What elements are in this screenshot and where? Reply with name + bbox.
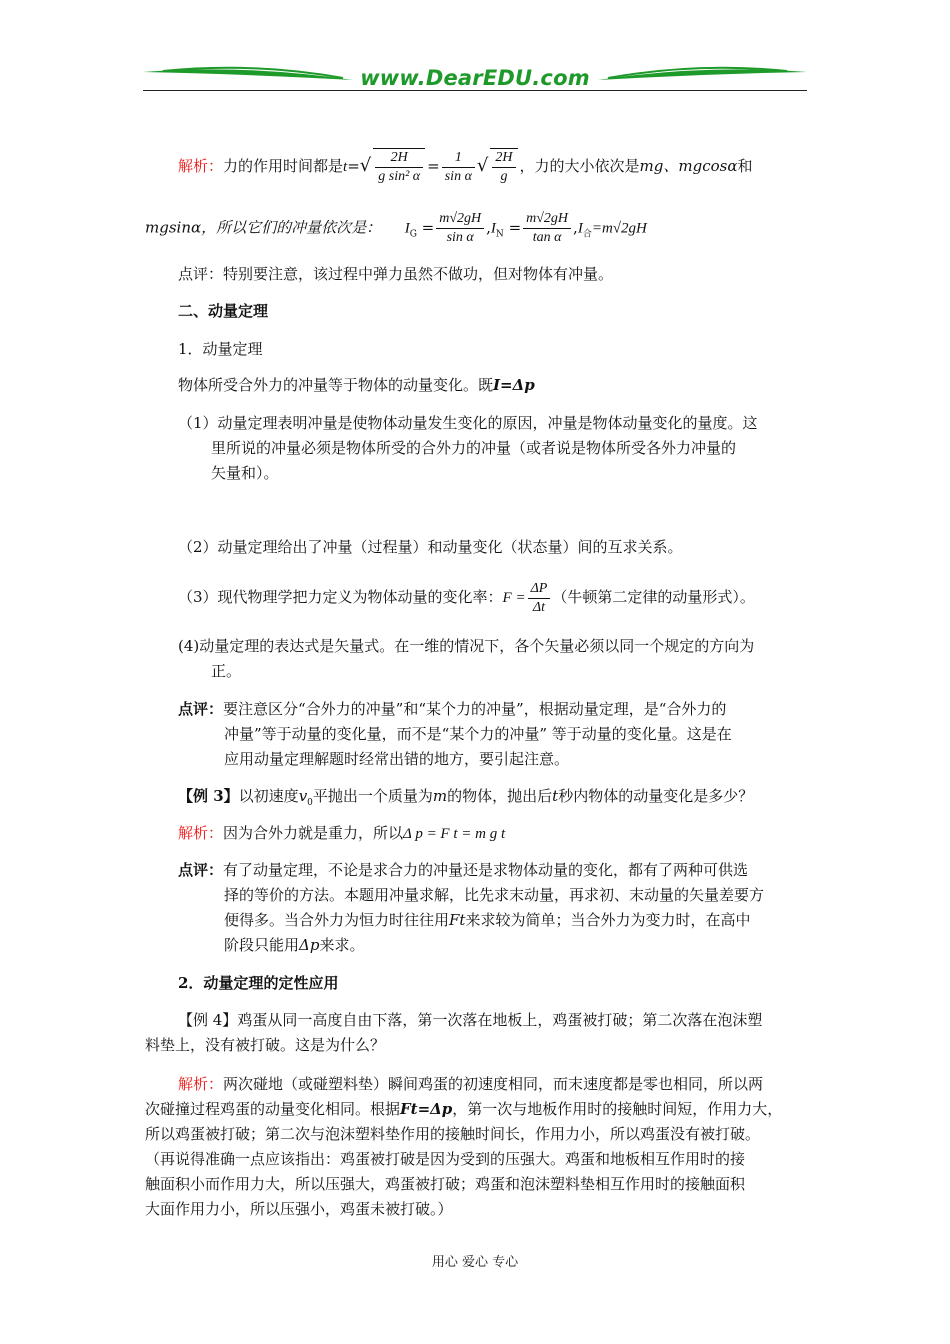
F-fraction: $\frac{\Delta P}{\Delta t}$ xyxy=(528,580,551,617)
definition: 物体所受合外力的冲量等于物体的动量变化。既I=Δp xyxy=(178,376,535,394)
comment-1: 点评：特别要注意，该过程中弹力虽然不做功，但对物体有冲量。 xyxy=(178,265,614,283)
text-after: ，力的大小依次是 xyxy=(519,157,640,175)
I-net: =m√2gH xyxy=(591,220,647,237)
impulse-list: mgsinα，所以它们的冲量依次是： $I_G$ = $\frac{m√2gH}{\text{sin α}}$ $,I_N$ = $\frac{m√2gH}{\text{tan α}}$ $,I_合=m√2gH$ xyxy=(145,211,647,245)
var-t: t xyxy=(343,159,348,175)
subsection-1: 1．动量定理 xyxy=(178,340,263,358)
text: 力的作用时间都是 xyxy=(223,157,344,175)
forces: mg、mgcosα xyxy=(639,157,738,175)
item-4: (4)动量定理的表达式是矢量式。在一维的情况下，各个矢量必须以同一个规定的方向为 正。 xyxy=(178,637,755,680)
fraction-2H-g: $\frac{2H}{g}$ xyxy=(490,148,517,186)
item-3: （3）现代物理学把力定义为物体动量的变化率：F = $\frac{\Delta P}{\Delta t}$ （牛顿第二定律的动量形式）。 xyxy=(178,580,755,615)
site-name: www.DearEDU.com xyxy=(360,66,590,90)
solution-4: 解析：两次碰地（或碰塑料垫）瞬间鸡蛋的初速度相同，而末速度都是零也相同，所以两 次碰撞过程鸡蛋的动量变化相同。根据Ft=Δp，第一次与地板作用时的接触时间短，作用力大， 所以鸡蛋被打破；第二次与泡沫塑料垫作用的接触时间长，作用力小，所以鸡蛋没有被打破。 （再说得准确一点应该指出：鸡蛋被打破是因为受到的压强大。鸡蛋和地板相互作用时的接 触面积小而作用力大，所以压强大，鸡蛋被打破；鸡蛋和泡沫塑料垫相互作用时的接触面积 大面作用力小，所以压强小，鸡蛋未被打破。） xyxy=(145,1075,783,1218)
subsection-2: 2．动量定理的定性应用 xyxy=(178,974,339,992)
and: 和 xyxy=(737,157,753,175)
solution-3: 解析：因为合外力就是重力，所以Δ p = F t = m g t xyxy=(178,824,506,842)
solution-1: 解析：力的作用时间都是t=√ $\frac{2H}{\text{g sin² α}}$ = $\frac{1}{\text{sin α}}$ √ $\frac{2H}{g}$ ，力的大小依次是mg、mgcosα和 xyxy=(178,149,753,184)
section-title: 二、动量定理 xyxy=(178,302,269,320)
comment-3: 点评：有了动量定理，不论是求合力的冲量还是求物体动量的变化，都有了两种可供选 择的等价的方法。本题用冲量求解，比先求末动量，再求初、末动量的矢量差要方 便得多。当合外力为恒力时往往用Ft来求较为简单；当合外力为变力时，在高中 阶段只能用Δp来求。 xyxy=(178,861,765,954)
example-4: 【例 4】鸡蛋从同一高度自由下落，第一次落在地板上，鸡蛋被打破；第二次落在泡沫塑 料垫上，没有被打破。这是为什么？ xyxy=(145,1011,763,1054)
page-footer: 用心 爱心 专心 xyxy=(431,1255,519,1270)
formula: I=Δp xyxy=(493,376,535,394)
fraction-1-sina: $\frac{1}{\text{sin α}}$ xyxy=(442,149,475,186)
eq: = xyxy=(347,157,360,175)
header-rule xyxy=(143,90,807,91)
item-2: （2）动量定理给出了冲量（过程量）和动量变化（状态量）间的互求关系。 xyxy=(178,538,683,556)
IN-fraction: $\frac{m√2gH}{\text{tan α}}$ xyxy=(523,210,571,247)
IG-fraction: $\frac{m√2gH}{\text{sin α}}$ xyxy=(436,210,484,247)
formula: Δ p = F t = m g t xyxy=(403,826,506,842)
text: mgsinα，所以它们的冲量依次是： xyxy=(145,218,382,237)
fraction-2H-gsin2a: $\frac{2H}{\text{g sin² α}}$ xyxy=(373,148,425,186)
item-1: （1）动量定理表明冲量是使物体动量发生变化的原因，冲量是物体动量变化的量度。这 里所说的冲量必须是物体所受的合外力的冲量（或者说是物体所受各外力冲量的 矢量和）。 xyxy=(178,414,758,482)
comment-2: 点评：要注意区分“合外力的冲量”和“某个力的冲量”，根据动量定理，是“合外力的 冲量”等于动量的变化量，而不是“某个力的冲量” 等于动量的变化量。这是在 应用动量定理解题时经常出错的地方，要引起注意。 xyxy=(178,700,732,768)
solution-label: 解析： xyxy=(178,157,224,175)
example-3: 【例 3】以初速度$v_0$平抛出一个质量为m的物体，抛出后t秒内物体的动量变化是多少？ xyxy=(178,787,754,808)
